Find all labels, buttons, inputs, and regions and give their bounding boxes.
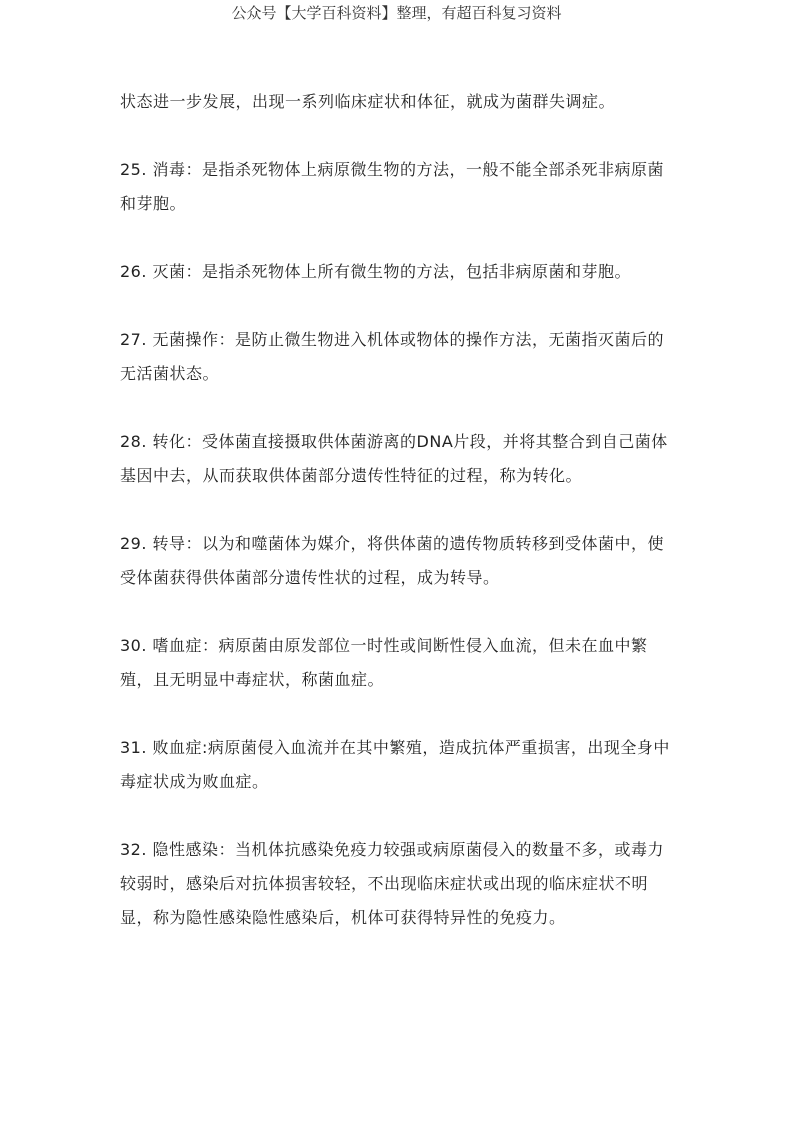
paragraph-continuation: 状态进一步发展，出现一系列临床症状和体征，就成为菌群失调症。: [120, 92, 616, 111]
paragraph-28-transformation: 28. 转化：受体菌直接摄取供体菌游离的DNA片段，并将其整合到自己菌体基因中去，从而获取供体菌部分遗传性特征的过程，称为转化。: [120, 432, 668, 485]
page-header: 公众号【大学百科资料】整理，有超百科复习资料: [231, 4, 562, 22]
paragraph-26-sterilization: 26. 灭菌：是指杀死物体上所有微生物的方法，包括非病原菌和芽胞。: [120, 262, 632, 281]
paragraph-31-septicemia: 31. 败血症:病原菌侵入血流并在其中繁殖，造成抗体严重损害，出现全身中毒症状成为败血症。: [120, 738, 670, 791]
paragraph-29-transduction: 29. 转导：以为和噬菌体为媒介，将供体菌的遗传物质转移到受体菌中，使受体菌获得供体菌部分遗传性状的过程，成为转导。: [120, 534, 665, 587]
document-body: [120, 85, 680, 969]
paragraph-25-disinfection: 25. 消毒：是指杀死物体上病原微生物的方法，一般不能全部杀死非病原菌和芽胞。: [120, 160, 665, 213]
paragraph-30-bacteremia: 30. 嗜血症：病原菌由原发部位一时性或间断性侵入血流，但未在血中繁殖，且无明显中毒症状，称菌血症。: [120, 636, 648, 689]
paragraph-27-aseptic-operation: 27. 无菌操作：是防止微生物进入机体或物体的操作方法，无菌指灭菌后的无活菌状态。: [120, 330, 665, 383]
paragraph-32-inapparent-infection: 32. 隐性感染：当机体抗感染免疫力较强或病原菌侵入的数量不多，或毒力较弱时，感染后对抗体损害较轻，不出现临床症状或出现的临床症状不明显，称为隐性感染隐性感染后，机体可获得特异性的免疫力。: [120, 840, 665, 927]
